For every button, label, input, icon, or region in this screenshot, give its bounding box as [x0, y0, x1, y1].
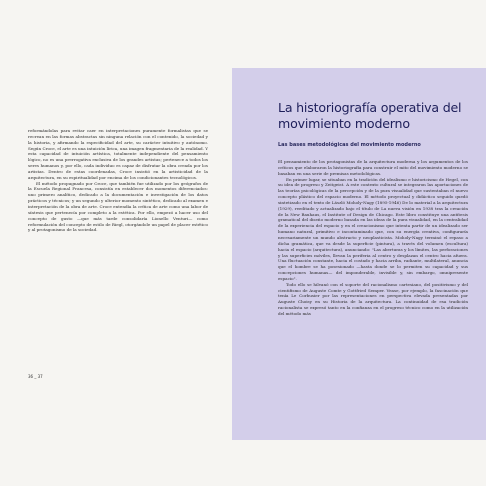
- page-numbers: 36 _ 37: [28, 374, 43, 379]
- section-subtitle: Las bases metodológicas del movimiento moderno: [278, 142, 421, 148]
- left-paragraph-2: El método propugnado por Croce, que también fue utilizado por los geógrafos de la Escuela Regional Francesa, consistía en establecer dos momentos diferenciados: uno primero analítico, dedicado a la documentación e investigación de los datos prácticos y técnicos; y un segundo y ulterior momento sintético, dedicado al examen e interpretación de la obra de arte. Croce entendía la crítica de arte como una labor de síntesis que pertenecía por completo a la estética. Por ello, empezó a hacer uso del concepto de gusto —que más tarde consolidaría Lionello Venturi— como reformulación del concepto de estilo de Riegl, otorgándole un papel de placer estético y al protagonismo de la sociedad.: [28, 180, 208, 233]
- right-paragraph-2: En primer lugar, se situaban en la tradición del idealismo e historicismo de Hegel, con su idea de progreso y Zeitgeist. A este contexto cultural se integraron las aportaciones de las teorías psicológicas de la percepción y de la pura visualidad que sustentaban el nuevo concepto plástico del espacio moderno. El método proyectual y didáctico seguido quedó sintetizado en el texto de László Moholy-Nagy (1895-1946) De lo material a la arquitectura (1929), reeditado y actualizado bajo el título de La nueva visión en 1938 tras la creación de la New Bauhaus, el Institute of Design de Chicago. Este libro constituye una antítesis gramatical del diseño moderno basada en las ideas de la pura visualidad, en la centralidad de la experiencia del espacio y en el creacionismo que intenta partir de un idealizado ser humano natural, primitivo e incontaminado que, con su energía creativa, configuraría necesariamente un mundo abstracto y neoplasticista. Moholy-Nagy terminó el repaso a dicha gramática, que va desde la superficie (pintura), a través del volumen (escultura) hacia el espacio (arquitectura), anunciando: "Las aberturas y los límites, las perforaciones y las superficies móviles, llevan la periferia al centro y desplazan el centro hacia afuera. Una fluctuación constante, hacia el costado y hacia arriba, radiante, multilateral, anuncia que el hombre se ha posesionado —hasta donde se lo permiten su capacidad y sus concepciones humanas— del imponderable, invisible y, sin embargo, omnipresente espacio".: [278, 176, 468, 281]
- left-paragraph-1: reformándolas para evitar caer en interpretaciones puramente formalistas que se recrean en las formas abstractas sin ninguna relación con el contenido, la sociedad y la historia, y afirmando la especificidad del arte, su carácter intuitivo y autónomo. Según Croce, el arte es una intuición lírica, una imagen fragmentaria de la realidad. Y esta capacidad de intuición artística, totalmente independiente del pensamiento lógico, no es una prerrogativa exclusiva de los grandes artistas; pertenece a todos los seres humanos y, por ello, cada individuo es capaz de disfrutar la obra creada por los artistas. Dentro de estas coordenadas, Croce insistió en la artisticidad de la arquitectura, en su espiritualidad por encima de los condicionantes tecnológicos.: [28, 128, 208, 180]
- right-page-body: [278, 159, 468, 317]
- left-page-body: [28, 128, 208, 233]
- right-paragraph-3: Todo ello se hilvanó con el soporte del racionalismo cartesiano, del positivismo y del cientifismo de Auguste Comte y Gottfried Semper. Vease, por ejemplo, la fascinación que tenía Le Corbusier por las representaciones en perspectiva elevada presentadas por Auguste Choisy en su Historia de la arquitectura. La continuidad de esa tradición racionalista se expresó tanto en la confianza en el progreso técnico como en la utilización del método más: [278, 281, 468, 316]
- chapter-title: La historiografía operativa del movimiento moderno: [278, 100, 462, 131]
- right-paragraph-1: El pensamiento de los protagonistas de la arquitectura moderna y los argumentos de los críticos que elaboraron la historiografía para construir el mito del movimiento moderno se basaban en una serie de premisas metodológicas.: [278, 159, 468, 176]
